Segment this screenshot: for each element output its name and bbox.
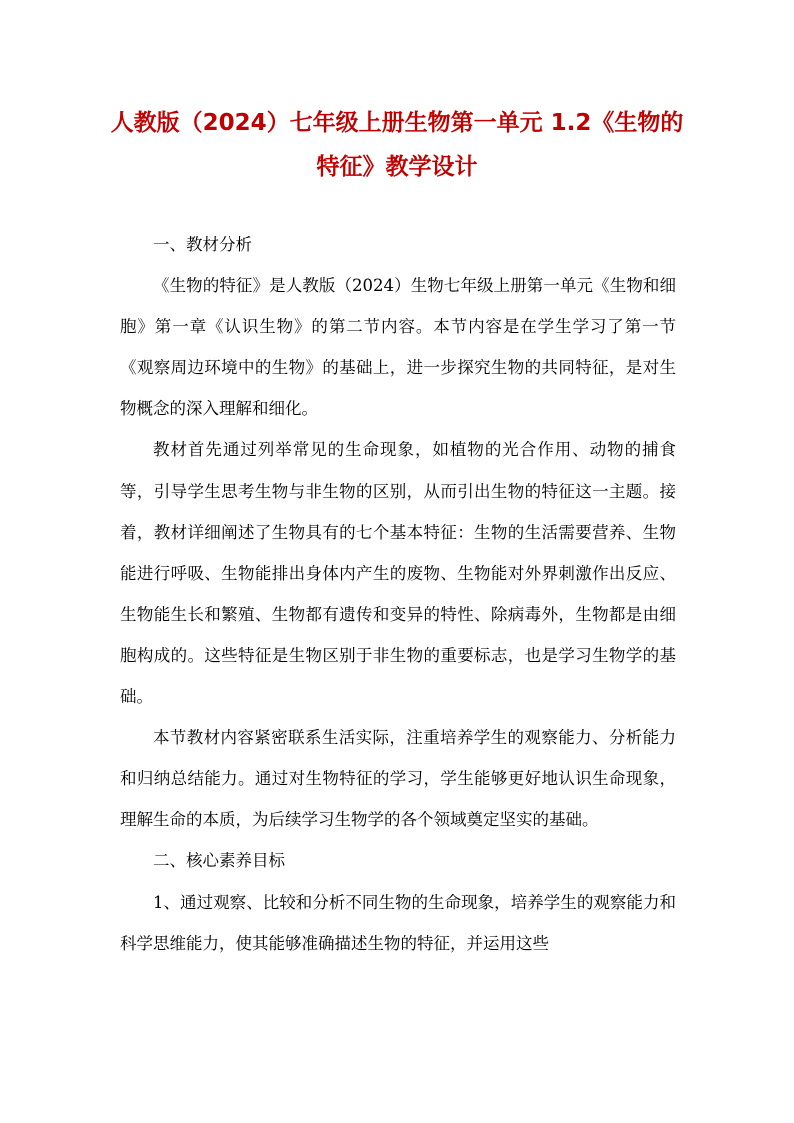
section-heading-core-literacy-goals: 二、核心素养目标 — [153, 851, 285, 871]
section-heading-textbook-analysis: 一、教材分析 — [153, 235, 252, 254]
document-title: 人教版（2024）七年级上册生物第一单元 1.2《生物的特征》教学设计 — [110, 110, 684, 180]
paragraph: 教材首先通过列举常见的生命现象，如植物的光合作用、动物的捕食等，引导学生思考生物与非生物的区别，从而引出生物的特征这一主题。接着，教材详细阐述了生物具有的七个基本特征：生物的生活需要营养、生物能进行呼吸、生物能排出身体内产生的废物、生物能对外界刺激作出反应、生物能生长和繁殖、生物都有遗传和变异的特性、除病毒外，生物都是由细胞构成的。这些特征是生物区别于非生物的重要标志，也是学习生物学的基础。 — [120, 440, 676, 707]
paragraph: 《生物的特征》是人教版（2024）生物七年级上册第一单元《生物和细胞》第一章《认识生物》的第二节内容。本节内容是在学生学习了第一节《观察周边环境中的生物》的基础上，进一步探究生物的共同特征，是对生物概念的深入理解和细化。 — [120, 276, 676, 419]
paragraph: 本节教材内容紧密联系生活实际，注重培养学生的观察能力、分析能力和归纳总结能力。通过对生物特征的学习，学生能够更好地认识生命现象，理解生命的本质，为后续学习生物学的各个领域奠定坚实的基础。 — [120, 728, 676, 830]
paragraph: 1、通过观察、比较和分析不同生物的生命现象，培养学生的观察能力和科学思维能力，使其能够准确描述生物的特征，并运用这些 — [120, 892, 676, 953]
document-body — [120, 224, 676, 964]
